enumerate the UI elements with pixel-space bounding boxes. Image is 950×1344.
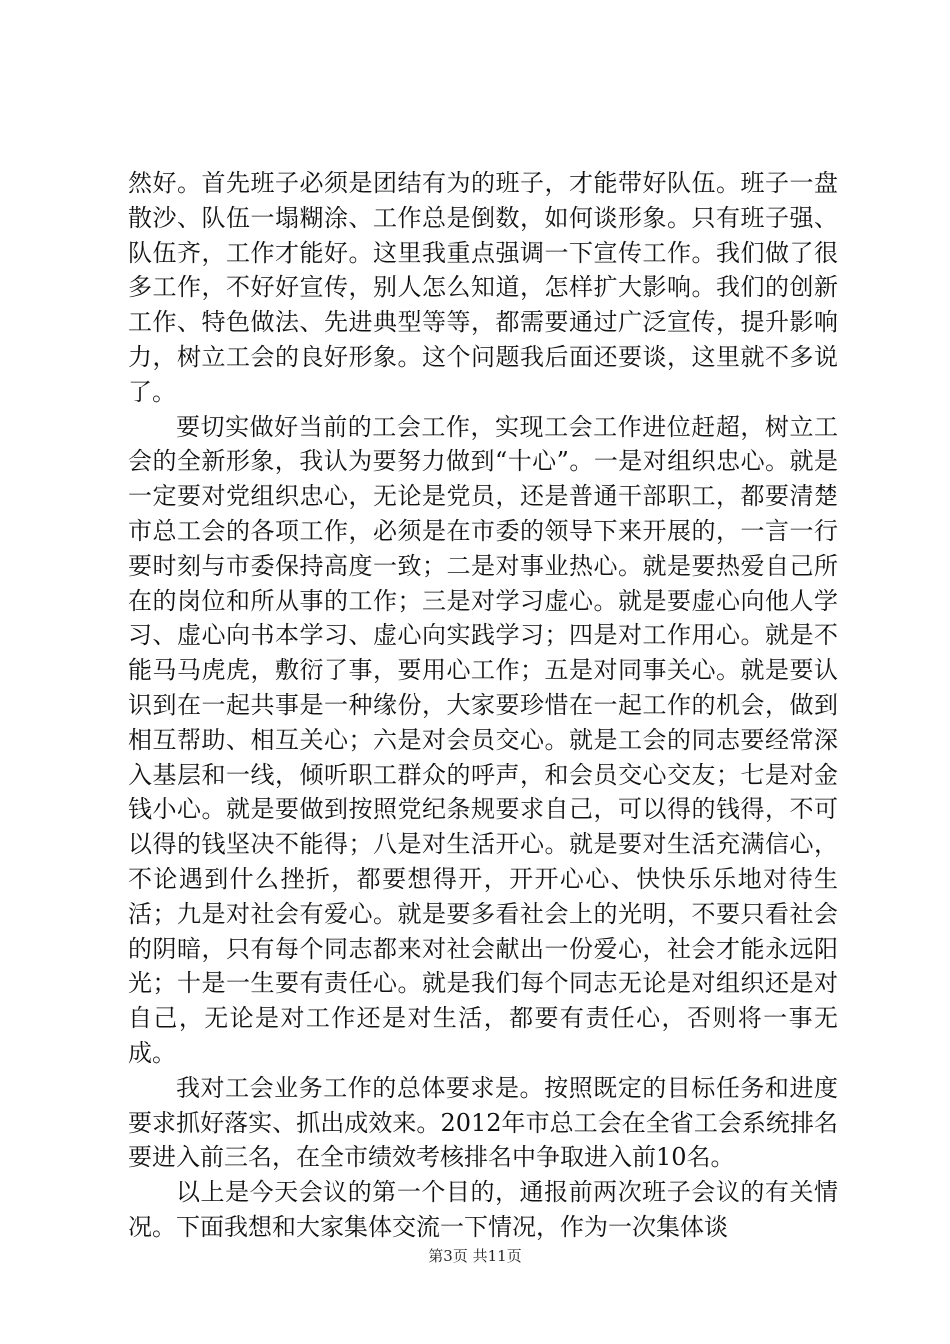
page-number-footer: 第3页 共11页: [428, 1247, 522, 1265]
paragraph-1: 然好。首先班子必须是团结有为的班子，才能带好队伍。班子一盘散沙、队伍一塌糊涂、工作总是倒数，如何谈形象。只有班子强、队伍齐，工作才能好。这里我重点强调一下宣传工作。我们做了很多工作，不好好宣传，别人怎么知道，怎样扩大影响。我们的创新工作、特色做法、先进典型等等，都需要通过广泛宣传，提升影响力，树立工会的良好形象。这个问题我后面还要谈，这里就不多说了。: [128, 169, 838, 406]
paragraph-4: 以上是今天会议的第一个目的，通报前两次班子会议的有关情况。下面我想和大家集体交流一下情况，作为一次集体谈: [128, 1178, 838, 1241]
paragraph-2: 要切实做好当前的工会工作，实现工会工作进位赶超，树立工会的全新形象，我认为要努力做到“十心”。一是对组织忠心。就是一定要对党组织忠心，无论是党员，还是普通干部职工，都要清楚市总工会的各项工作，必须是在市委的领导下来开展的，一言一行要时刻与市委保持高度一致；二是对事业热心。就是要热爱自己所在的岗位和所从事的工作；三是对学习虚心。就是要虚心向他人学习、虚心向书本学习、虚心向实践学习；四是对工作用心。就是不能马马虎虎，敷衍了事，要用心工作；五是对同事关心。就是要认识到在一起共事是一种缘份，大家要珍惜在一起工作的机会，做到相互帮助、相互关心；六是对会员交心。就是工会的同志要经常深入基层和一线，倾听职工群众的呼声，和会员交心交友；七是对金钱小心。就是要做到按照党纪条规要求自己，可以得的钱得，不可以得的钱坚决不能得；八是对生活开心。就是要对生活充满信心，不论遇到什么挫折，都要想得开，开开心心、快快乐乐地对待生活；九是对社会有爱心。就是要多看社会上的光明，不要只看社会的阴暗，只有每个同志都来对社会献出一份爱心，社会才能永远阳光；十是一生要有责任心。就是我们每个同志无论是对组织还是对自己，无论是对工作还是对生活，都要有责任心，否则将一事无成。: [128, 412, 838, 1067]
body-text: [128, 166, 838, 1245]
paragraph-3: 我对工会业务工作的总体要求是。按照既定的目标任务和进度要求抓好落实、抓出成效来。2012年市总工会在全省工会系统排名要进入前三名，在全市绩效考核排名中争取进入前10名。: [128, 1073, 838, 1172]
